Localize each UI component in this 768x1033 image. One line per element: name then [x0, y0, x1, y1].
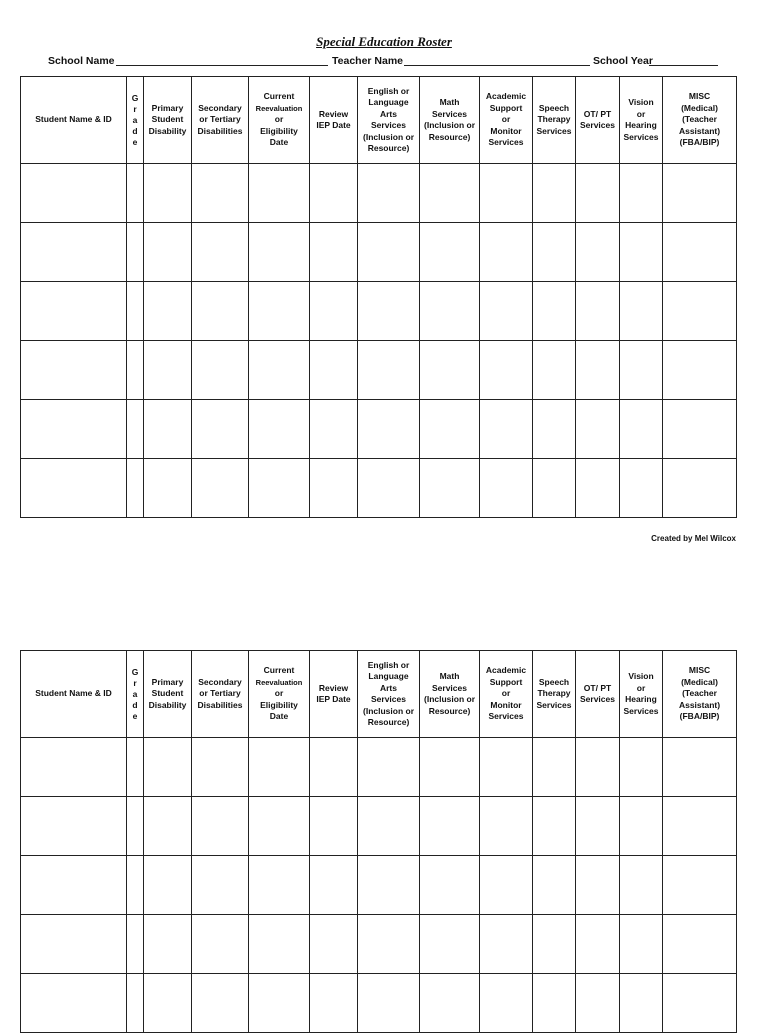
table-cell[interactable] — [620, 459, 663, 518]
table-cell[interactable] — [533, 164, 576, 223]
column-header-line: (Medical) — [681, 102, 718, 113]
column-header-line: or — [501, 114, 511, 125]
table-cell[interactable] — [127, 459, 144, 518]
table-cell[interactable] — [663, 341, 737, 400]
table-cell[interactable] — [620, 738, 663, 797]
table-cell[interactable] — [620, 341, 663, 400]
table-cell[interactable] — [663, 797, 737, 856]
column-header-line: (Inclusion or — [363, 705, 414, 716]
table-cell[interactable] — [576, 223, 620, 282]
column-header-line: (FBA/BIP) — [679, 137, 720, 148]
column-header-line: Current — [263, 91, 295, 102]
table-cell[interactable] — [310, 282, 358, 341]
table-cell[interactable] — [358, 797, 420, 856]
table-cell[interactable] — [620, 282, 663, 341]
column-header — [480, 77, 533, 164]
column-header — [663, 77, 737, 164]
table-cell[interactable] — [576, 856, 620, 915]
column-header — [533, 77, 576, 164]
table-cell[interactable] — [663, 223, 737, 282]
column-header-line: Speech — [538, 102, 570, 113]
column-header-line: Date — [269, 711, 289, 722]
table-cell[interactable] — [310, 341, 358, 400]
table-cell[interactable] — [144, 282, 192, 341]
column-header-line: or — [274, 114, 284, 125]
column-header — [310, 77, 358, 164]
table-cell[interactable] — [533, 856, 576, 915]
roster-title: Special Education Roster — [316, 34, 452, 49]
column-header-line: or — [636, 108, 646, 119]
column-header-line: Primary — [151, 102, 184, 113]
table-cell[interactable] — [480, 400, 533, 459]
table-cell[interactable] — [192, 282, 249, 341]
table-cell[interactable] — [192, 856, 249, 915]
column-header-line: d — [132, 699, 138, 710]
table-cell[interactable] — [144, 164, 192, 223]
table-row — [21, 282, 737, 341]
table-cell[interactable] — [480, 282, 533, 341]
table-cell[interactable] — [358, 459, 420, 518]
table-row — [21, 856, 737, 915]
column-header-line: OT/ PT — [583, 682, 612, 693]
column-header — [249, 651, 310, 738]
column-header-line: or — [636, 682, 646, 693]
table-cell[interactable] — [620, 915, 663, 974]
table-row — [21, 797, 737, 856]
column-header-line: (Teacher — [682, 688, 717, 699]
table-cell[interactable] — [420, 738, 480, 797]
column-header-line: Disability — [148, 125, 187, 136]
column-header — [480, 651, 533, 738]
column-header — [420, 77, 480, 164]
column-header-line: MISC — [688, 665, 711, 676]
column-header-line: Services — [488, 137, 524, 148]
column-header — [21, 651, 127, 738]
table-cell[interactable] — [249, 915, 310, 974]
table-cell[interactable] — [192, 738, 249, 797]
table-cell[interactable] — [533, 915, 576, 974]
table-row — [21, 341, 737, 400]
column-header-line: Academic — [485, 91, 527, 102]
table-cell[interactable] — [192, 164, 249, 223]
column-header-line: G — [131, 92, 139, 103]
column-header-line: e — [132, 710, 138, 721]
table-cell[interactable] — [420, 459, 480, 518]
column-header — [533, 651, 576, 738]
column-header-line: e — [132, 136, 138, 147]
column-header-line: Date — [269, 137, 289, 148]
column-header-line: MISC — [688, 91, 711, 102]
table-cell[interactable] — [127, 223, 144, 282]
column-header-line: Student — [151, 114, 184, 125]
column-header-line: Math — [439, 97, 460, 107]
column-header-line: OT/ PT — [583, 108, 612, 119]
column-header-line: (Inclusion or — [363, 131, 414, 142]
column-header-line: a — [132, 114, 138, 125]
table-cell[interactable] — [358, 282, 420, 341]
column-header — [144, 651, 192, 738]
table-row — [21, 400, 737, 459]
column-header-line: IEP Date — [316, 694, 351, 704]
column-header-line: Eligibility — [260, 699, 298, 710]
table-row — [21, 459, 737, 518]
table-cell[interactable] — [310, 164, 358, 223]
column-header-line: Secondary — [198, 676, 242, 687]
table-cell[interactable] — [192, 400, 249, 459]
table-cell[interactable] — [310, 223, 358, 282]
table-cell[interactable] — [127, 282, 144, 341]
teacher-name-blank — [404, 55, 590, 66]
column-header — [358, 651, 420, 738]
table-cell[interactable] — [249, 459, 310, 518]
column-header-line: or — [501, 688, 511, 699]
column-header-line: Student Name & ID — [35, 688, 112, 699]
table-cell[interactable] — [249, 341, 310, 400]
table-cell[interactable] — [127, 797, 144, 856]
column-header-line: Reevaluation — [255, 103, 303, 113]
table-cell[interactable] — [576, 400, 620, 459]
column-header-line: Support — [489, 676, 523, 687]
column-header-line: Services — [432, 108, 467, 119]
column-header-line: or Tertiary — [199, 688, 241, 699]
table-cell[interactable] — [127, 856, 144, 915]
table-cell[interactable] — [358, 164, 420, 223]
column-header-line: English or — [367, 659, 410, 670]
table-cell[interactable] — [127, 915, 144, 974]
column-header-line: or Tertiary — [199, 114, 241, 125]
table-cell[interactable] — [144, 738, 192, 797]
column-header — [576, 77, 620, 164]
table-cell[interactable] — [480, 459, 533, 518]
column-header-line: (Inclusion or — [424, 694, 475, 704]
column-header-line: English or — [367, 85, 410, 96]
column-header — [144, 77, 192, 164]
table-cell[interactable] — [249, 223, 310, 282]
column-header-line: Student Name & ID — [35, 114, 112, 125]
table-cell[interactable] — [420, 223, 480, 282]
table-cell[interactable] — [127, 164, 144, 223]
table-cell[interactable] — [663, 915, 737, 974]
table-cell[interactable] — [144, 856, 192, 915]
table-cell[interactable] — [127, 738, 144, 797]
column-header-line: Services — [536, 699, 572, 710]
column-header — [358, 77, 420, 164]
table-cell[interactable] — [663, 738, 737, 797]
column-header-line: Eligibility — [260, 125, 298, 136]
credit-line: Created by Mel Wilcox — [651, 534, 736, 543]
column-header-line: Services — [371, 120, 406, 130]
column-header-line: G — [131, 666, 139, 677]
table-cell[interactable] — [310, 400, 358, 459]
table-cell[interactable] — [144, 341, 192, 400]
roster-info-line — [48, 55, 738, 69]
column-header-line: Services — [580, 120, 615, 130]
column-header-line: Therapy — [537, 688, 571, 699]
column-header-line: Services — [488, 711, 524, 722]
table-cell[interactable] — [480, 797, 533, 856]
column-header-line: Arts — [379, 682, 397, 693]
table-cell[interactable] — [663, 400, 737, 459]
table-cell[interactable] — [480, 223, 533, 282]
table-cell[interactable] — [576, 341, 620, 400]
column-header-line: Support — [489, 102, 523, 113]
column-header-line: (FBA/BIP) — [679, 711, 720, 722]
table-cell[interactable] — [21, 282, 127, 341]
table-cell[interactable] — [249, 738, 310, 797]
table-cell[interactable] — [358, 341, 420, 400]
table-cell[interactable] — [127, 341, 144, 400]
table-cell[interactable] — [620, 223, 663, 282]
table-cell[interactable] — [480, 341, 533, 400]
table-cell[interactable] — [144, 459, 192, 518]
table-cell[interactable] — [620, 797, 663, 856]
table-cell[interactable] — [620, 164, 663, 223]
table-cell[interactable] — [480, 164, 533, 223]
column-header-line: Reevaluation — [255, 677, 303, 687]
table-cell[interactable] — [480, 856, 533, 915]
school-name-blank — [116, 55, 328, 66]
column-header — [420, 651, 480, 738]
column-header-line: Services — [536, 125, 572, 136]
column-header-line: Services — [623, 131, 659, 142]
column-header-line: (Medical) — [681, 676, 718, 687]
table-cell[interactable] — [358, 400, 420, 459]
column-header-line: Assistant) — [678, 125, 721, 136]
table-cell[interactable] — [249, 164, 310, 223]
table-cell[interactable] — [533, 223, 576, 282]
column-header-line: Language — [368, 97, 409, 107]
table-cell[interactable] — [358, 223, 420, 282]
header-row — [21, 651, 737, 738]
table-cell[interactable] — [420, 915, 480, 974]
column-header — [21, 77, 127, 164]
column-header — [310, 651, 358, 738]
table-row — [21, 738, 737, 797]
column-header-line: Disability — [148, 699, 187, 710]
table-cell[interactable] — [420, 856, 480, 915]
column-header-line: Hearing — [625, 694, 657, 704]
table-cell[interactable] — [533, 341, 576, 400]
table-cell[interactable] — [127, 400, 144, 459]
column-header-line: Primary — [151, 676, 184, 687]
table-cell[interactable] — [420, 797, 480, 856]
column-header-line: Services — [623, 705, 659, 716]
table-cell[interactable] — [144, 915, 192, 974]
school-name-label: School Name — [48, 55, 115, 67]
column-header-line: a — [132, 688, 138, 699]
column-header-line: Services — [580, 694, 615, 704]
table-cell[interactable] — [358, 856, 420, 915]
table-cell[interactable] — [21, 223, 127, 282]
column-header-line: Hearing — [625, 120, 657, 130]
table-cell[interactable] — [420, 164, 480, 223]
table-cell[interactable] — [663, 459, 737, 518]
table-row — [21, 223, 737, 282]
table-cell[interactable] — [576, 282, 620, 341]
table-cell[interactable] — [420, 282, 480, 341]
column-header-line: Monitor — [490, 699, 522, 710]
column-header-line: Current — [263, 665, 295, 676]
table-cell[interactable] — [249, 400, 310, 459]
column-header-line: Language — [368, 671, 409, 681]
table-cell[interactable] — [420, 400, 480, 459]
column-header-line: Services — [371, 694, 406, 704]
table-cell[interactable] — [21, 164, 127, 223]
table-cell[interactable] — [249, 856, 310, 915]
column-header-line: or — [274, 688, 284, 699]
column-header — [127, 77, 144, 164]
table-cell[interactable] — [480, 915, 533, 974]
table-cell[interactable] — [249, 797, 310, 856]
table-cell[interactable] — [249, 282, 310, 341]
column-header-line: Therapy — [537, 114, 571, 125]
table-cell[interactable] — [192, 223, 249, 282]
column-header — [192, 651, 249, 738]
column-header-line: Academic — [485, 665, 527, 676]
table-cell[interactable] — [21, 797, 127, 856]
table-cell[interactable] — [533, 400, 576, 459]
table-cell[interactable] — [144, 223, 192, 282]
table-cell[interactable] — [21, 738, 127, 797]
table-cell[interactable] — [192, 915, 249, 974]
column-header — [620, 651, 663, 738]
school-year-blank — [649, 55, 718, 66]
teacher-name-label: Teacher Name — [332, 55, 404, 67]
column-header-line: r — [133, 677, 137, 688]
column-header — [663, 651, 737, 738]
column-header-line: Resource) — [367, 717, 410, 727]
column-header-line: d — [132, 125, 138, 136]
table-cell[interactable] — [420, 341, 480, 400]
column-header-line: Services — [432, 682, 467, 693]
table-cell[interactable] — [533, 282, 576, 341]
table-cell[interactable] — [310, 915, 358, 974]
table-cell[interactable] — [576, 797, 620, 856]
column-header-line: Resource) — [428, 705, 471, 716]
column-header-line: Monitor — [490, 125, 522, 136]
table-row — [21, 915, 737, 974]
table-cell[interactable] — [358, 915, 420, 974]
table-cell[interactable] — [533, 738, 576, 797]
table-cell[interactable] — [310, 738, 358, 797]
column-header — [127, 651, 144, 738]
table-cell[interactable] — [533, 797, 576, 856]
column-header-line: Student — [151, 688, 184, 699]
column-header-line: Speech — [538, 676, 570, 687]
column-header-line: Secondary — [198, 102, 242, 113]
table-cell[interactable] — [663, 856, 737, 915]
column-header-line: Disabilities — [197, 699, 243, 710]
column-header — [192, 77, 249, 164]
table-cell[interactable] — [620, 856, 663, 915]
roster-table-2 — [20, 650, 737, 1033]
table-cell[interactable] — [192, 797, 249, 856]
column-header — [620, 77, 663, 164]
table-cell[interactable] — [663, 282, 737, 341]
table-cell[interactable] — [533, 459, 576, 518]
table-cell[interactable] — [21, 915, 127, 974]
table-cell[interactable] — [480, 738, 533, 797]
table-cell[interactable] — [192, 341, 249, 400]
column-header-line: (Inclusion or — [424, 120, 475, 130]
table-cell[interactable] — [663, 164, 737, 223]
column-header — [576, 651, 620, 738]
table-cell[interactable] — [576, 738, 620, 797]
column-header-line: Review — [318, 682, 349, 693]
table-cell[interactable] — [21, 459, 127, 518]
column-header-line: Vision — [628, 97, 654, 107]
table-cell[interactable] — [576, 459, 620, 518]
column-header-line: Disabilities — [197, 125, 243, 136]
column-header-line: Resource) — [367, 143, 410, 153]
table-cell[interactable] — [144, 797, 192, 856]
header-row — [21, 77, 737, 164]
table-cell[interactable] — [192, 459, 249, 518]
table-cell[interactable] — [310, 856, 358, 915]
column-header-line: Arts — [379, 108, 397, 119]
roster-table-1 — [20, 76, 737, 518]
table-cell[interactable] — [310, 797, 358, 856]
table-cell[interactable] — [620, 400, 663, 459]
column-header-line: Math — [439, 671, 460, 681]
table-cell[interactable] — [144, 400, 192, 459]
table-cell[interactable] — [21, 856, 127, 915]
school-year-label: School Year — [593, 55, 653, 67]
column-header — [249, 77, 310, 164]
table-cell[interactable] — [358, 738, 420, 797]
table-cell[interactable] — [576, 915, 620, 974]
column-header-line: Resource) — [428, 131, 471, 142]
table-cell[interactable] — [310, 459, 358, 518]
column-header-line: r — [133, 103, 137, 114]
column-header-line: Review — [318, 108, 349, 119]
table-cell[interactable] — [21, 400, 127, 459]
table-row — [21, 164, 737, 223]
column-header-line: Vision — [628, 671, 654, 681]
column-header-line: IEP Date — [316, 120, 351, 130]
table-cell[interactable] — [21, 341, 127, 400]
column-header-line: (Teacher — [682, 114, 717, 125]
table-cell[interactable] — [576, 164, 620, 223]
column-header-line: Assistant) — [678, 699, 721, 710]
